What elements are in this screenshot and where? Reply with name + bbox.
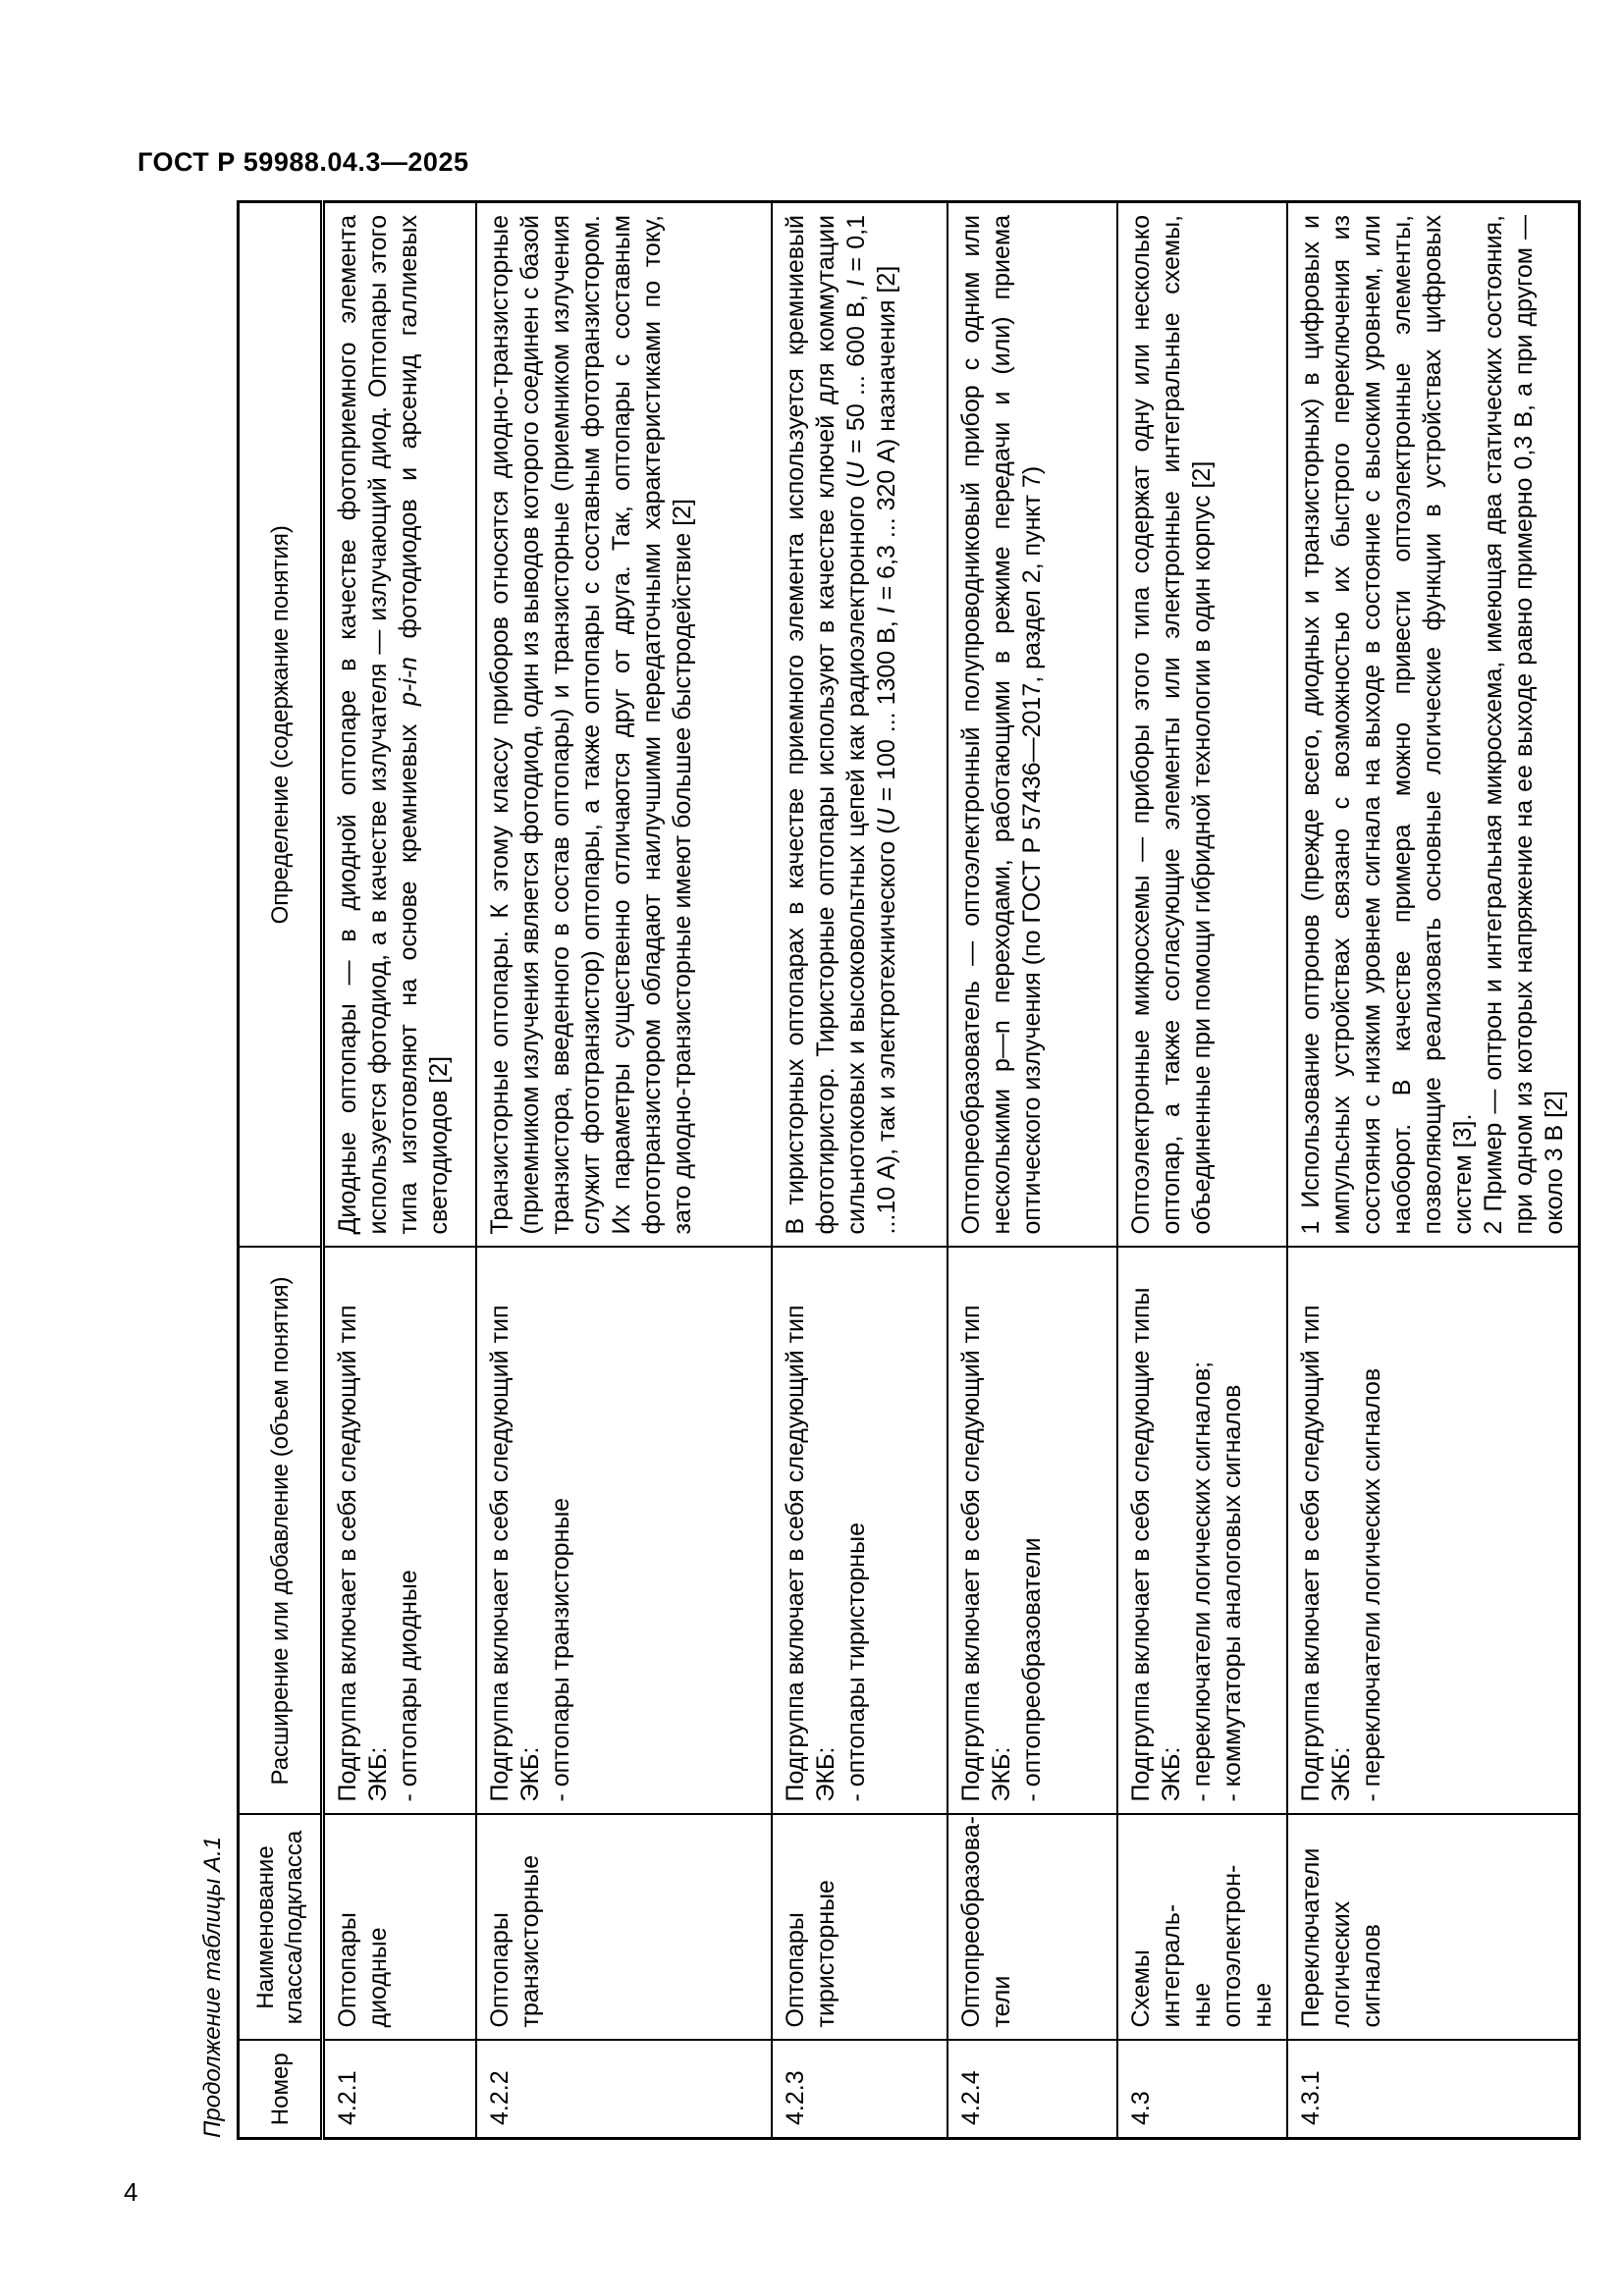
column-header-extension: Расширение или добавление (объем понятия) xyxy=(239,1248,323,1815)
rotated-table-block xyxy=(199,203,1568,2140)
cell-extension: Подгруппа включает в себя следующие типы ЭКБ: - переключатели логических сигналов; - коммутаторы аналоговых сигналов xyxy=(1117,1248,1287,1815)
cell-extension: Подгруппа включает в себя следующий тип ЭКБ: - переключатели логических сигналов xyxy=(1287,1248,1580,1815)
cell-definition: 1 Использование оптронов (прежде всего, диодных и транзисторных) в цифровых и импульсных устройствах связано с возможностью их быстрого переключения из состояния с низким уровнем сигнала на выходе в состояние с высоким уровнем, или наоборот. В качестве примера можно привести оптоэлектронные элементы, позволяющие реализовать основные логические функции в устройствах цифровых систем [3]. 2 Пример — оптрон и интегральная микросхема, имеющая два статических состояния, при одном из которых напряжение на ее выходе равно примерно 0,3 В, а при другом — около 3 В [2] xyxy=(1287,202,1580,1248)
table-row xyxy=(947,202,1117,2139)
table-header-row xyxy=(239,202,323,2139)
rotated-table-region xyxy=(199,203,1568,2140)
cell-extension: Подгруппа включает в себя следующий тип ЭКБ: - оптопары тиристорные xyxy=(772,1248,947,1815)
cell-extension: Подгруппа включает в себя следующий тип ЭКБ: - оптопреобразователи xyxy=(947,1248,1117,1815)
cell-number: 4.2.2 xyxy=(476,2041,772,2139)
standard-designation: ГОСТ Р 59988.04.3—2025 xyxy=(137,147,469,177)
cell-definition: В тиристорных оптопарах в качестве приемного элемента используется кремниевый фототиристор. Тиристорные оптопары используют в качестве ключей для коммутации сильнотоковых и высоковольтных цепей как радиоэлектронного (U = 50 ... 600 В, I = 0,1 ...10 А), так и электротехнического (U = 100 ... 1300 В, I = 6,3 ... 320 А) назначения [2] xyxy=(772,202,947,1248)
cell-extension: Подгруппа включает в себя следующий тип ЭКБ: - оптопары диодные xyxy=(323,1248,476,1815)
cell-class-name: Оптопары тиристорные xyxy=(772,1815,947,2041)
table-row xyxy=(1117,202,1287,2139)
column-header-definition: Определение (содержание понятия) xyxy=(239,202,323,1248)
cell-class-name: Оптопары транзисторные xyxy=(476,1815,772,2041)
cell-extension: Подгруппа включает в себя следующий тип ЭКБ: - оптопары транзисторные xyxy=(476,1248,772,1815)
column-header-class-name: Наименование класса/подкласса xyxy=(239,1815,323,2041)
cell-number: 4.2.1 xyxy=(323,2041,476,2139)
table-row xyxy=(323,202,476,2139)
table-row xyxy=(476,202,772,2139)
cell-definition: Оптопреобразователь — оптоэлектронный полупроводниковый прибор с одним или несколькими p—n переходами, работающими в режиме передачи и (или) приема оптического излучения (по ГОСТ Р 57436—2017, раздел 2, пункт 7) xyxy=(947,202,1117,1248)
cell-class-name: Переключатели логических сигналов xyxy=(1287,1815,1580,2041)
table-row xyxy=(1287,202,1580,2139)
cell-class-name: Схемы интеграль- ные оптоэлектрон- ные xyxy=(1117,1815,1287,2041)
classification-table xyxy=(237,200,1581,2140)
cell-number: 4.2.4 xyxy=(947,2041,1117,2139)
table-row xyxy=(772,202,947,2139)
cell-definition: Оптоэлектронные микросхемы — приборы этого типа содержат одну или несколько оптопар, а также согласующие элементы или электронные интегральные схемы, объединенные при помощи гибридной технологии в один корпус [2] xyxy=(1117,202,1287,1248)
cell-number: 4.2.3 xyxy=(772,2041,947,2139)
cell-class-name: Оптопреобразова- тели xyxy=(947,1815,1117,2041)
cell-definition: Транзисторные оптопары. К этому классу приборов относятся диодно-транзисторные (приемником излучения является фотодиод, один из выводов которого соединен с базой транзистора, введенного в состав оптопары) и транзисторные (приемником излучения служит фототранзистор) оптопары, а также оптопары с составным фототранзистором. Их параметры существенно отличаются друг от друга. Так, оптопары с составным фототранзистором обладают наилучшими передаточными характеристиками по току, зато диодно-транзисторные имеют большее быстродействие [2] xyxy=(476,202,772,1248)
cell-number: 4.3 xyxy=(1117,2041,1287,2139)
column-header-number: Номер xyxy=(239,2041,323,2139)
page-number: 4 xyxy=(124,2177,138,2207)
cell-number: 4.3.1 xyxy=(1287,2041,1580,2139)
cell-class-name: Оптопары диодные xyxy=(323,1815,476,2041)
cell-definition: Диодные оптопары — в диодной оптопаре в качестве фотоприемного элемента используется фотодиод, а в качестве излучателя — излучающий диод. Оптопары этого типа изготовляют на основе кремниевых p-i-n фотодиодов и арсенид галлиевых светодиодов [2] xyxy=(323,202,476,1248)
table-caption: Продолжение таблицы А.1 xyxy=(199,1836,226,2138)
